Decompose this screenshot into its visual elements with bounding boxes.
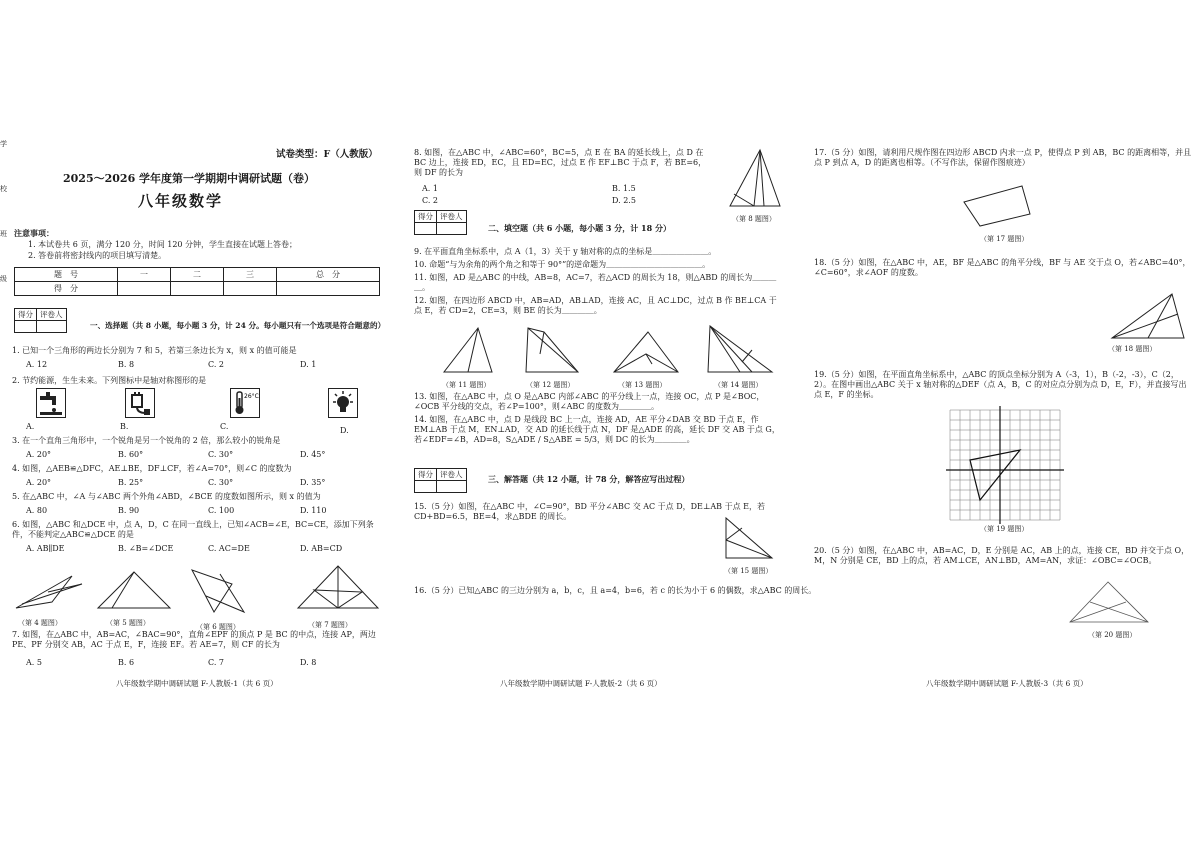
option: B. 8 — [118, 360, 135, 369]
question-6: 6. 如图，△ABC 和△DCE 中，点 A，D，C 在同一直线上，已知∠ACB=∠E，BC=CE，添加下列条件，不能判定△ABC≌△DCE 的是 — [12, 520, 374, 539]
faucet-icon — [36, 388, 66, 418]
notice-item: 2. 答卷前将密封线内的项目填写清楚。 — [28, 251, 167, 260]
score-header: 三 — [224, 268, 277, 282]
grader-cell[interactable] — [437, 481, 467, 493]
option: A. 20° — [26, 450, 52, 459]
question-12: 12. 如图，在四边形 ABCD 中，AB=AD，AB⊥AD，连接 AC，且 AC⊥DC，过点 B 作 BE⊥CA 于点 E，若 CD=2，CE=3，则 BE 的长为＿＿＿＿。 — [414, 296, 777, 315]
grader-box — [414, 468, 467, 493]
option: D. 1 — [300, 360, 317, 369]
option: C. 2 — [422, 196, 439, 205]
score-header: 总 分 — [277, 268, 380, 282]
option: B. 1.5 — [612, 184, 636, 193]
notice-item: 1. 本试卷共 6 页，满分 120 分，时间 120 分钟，学生直接在试题上答卷； — [28, 240, 298, 249]
score-table — [14, 267, 380, 296]
figure-q18 — [1108, 290, 1190, 348]
binding-mark: 校 — [0, 185, 7, 193]
binding-mark: 级 — [0, 275, 7, 283]
page-footer: 八年级数学期中调研试题 F-人教版-2（共 6 页） — [500, 679, 662, 688]
option: B. 60° — [118, 450, 144, 459]
figure-caption: （第 7 题图） — [308, 621, 352, 629]
lightbulb-icon — [328, 388, 358, 418]
figure-caption: （第 15 题图） — [724, 567, 773, 575]
option: B. 25° — [118, 478, 144, 487]
option: D. 2.5 — [612, 196, 636, 205]
option: B. 90 — [118, 506, 140, 515]
figure-q12 — [518, 324, 584, 378]
question-20: 20.（5 分）如图，在△ABC 中，AB=AC，D，E 分别是 AC，AB 上的点，连接 CE，BD 并交于点 O，M，N 分别是 CE，BD 上的点，若 AM⊥CE，AN⊥BD，AM=AN，求证：∠OBC=∠OCB。 — [814, 546, 1190, 565]
exam-page-1 — [8, 130, 388, 690]
option: C. 30° — [208, 478, 234, 487]
figure-caption: （第 19 题图） — [980, 525, 1029, 533]
option: A. 5 — [26, 658, 42, 667]
question-4: 4. 如图，△AEB≌△DFC，AE⊥BE，DF⊥CF，若∠A=70°，则∠C 的度数为 — [12, 464, 292, 473]
grader-label: 评卷人 — [437, 211, 467, 223]
figure-caption: （第 6 题图） — [196, 623, 240, 631]
figure-q13 — [608, 328, 682, 378]
option: A. — [26, 422, 35, 431]
section-heading: 三、解答题（共 12 小题，计 78 分，解答应写出过程） — [488, 474, 690, 484]
option: A. 1 — [422, 184, 438, 193]
figure-q17 — [958, 182, 1038, 232]
question-17: 17.（5 分）如图，请利用尺规作图在四边形 ABCD 内求一点 P，使得点 P 到 AB，BC 的距离相等，并且点 P 到点 A，D 的距离也相等。（不写作法，保留作图痕迹） — [814, 148, 1192, 167]
figure-q11 — [438, 324, 498, 378]
question-11: 11. 如图，AD 是△ABC 的中线，AB=8，AC=7，若△ACD 的周长为 18，则△ABD 的周长为＿＿＿＿。 — [414, 273, 777, 292]
option: D. — [340, 426, 349, 435]
section-heading: 二、填空题（共 6 小题，每小题 3 分，计 18 分） — [488, 223, 671, 233]
option: D. 35° — [300, 478, 326, 487]
figure-caption: （第 11 题图） — [442, 381, 491, 389]
grader-box — [14, 308, 67, 333]
page-footer: 八年级数学期中调研试题 F-人教版-1（共 6 页） — [116, 679, 278, 688]
score-header: 二 — [170, 268, 223, 282]
question-9: 9. 在平面直角坐标系中，点 A（1，3）关于 y 轴对称的点的坐标是＿＿＿＿＿＿＿。 — [414, 247, 717, 256]
figure-q15 — [718, 514, 778, 564]
grader-cell[interactable] — [437, 223, 467, 235]
thermometer-icon — [230, 388, 260, 418]
question-10: 10. 命题“与为余角的两个角之和等于 90°”的逆命题为＿＿＿＿＿＿＿＿＿＿＿＿。 — [414, 260, 711, 269]
exam-title: 2025～2026 学年度第一学期期中调研试题（卷） — [63, 172, 316, 185]
figure-q14 — [702, 322, 778, 378]
question-13: 13. 如图，在△ABC 中，点 O 是△ABC 内部∠ABC 的平分线上一点，连接 OC，点 P 是∠BOC，∠OCB 平分线的交点，若∠P=100°，则∠ABC 的度数为＿＿＿＿。 — [414, 392, 765, 411]
option: A. 12 — [26, 360, 48, 369]
question-5: 5. 在△ABC 中，∠A 与∠ABC 两个外角∠ABD，∠BCE 的度数如图所示，则 x 的值为 — [12, 492, 321, 501]
grader-cell[interactable] — [415, 481, 437, 493]
score-header: 一 — [117, 268, 170, 282]
notice-title: 注意事项： — [14, 228, 54, 238]
score-cell[interactable] — [277, 282, 380, 296]
figure-q8 — [724, 146, 786, 214]
option: C. 100 — [208, 506, 235, 515]
option: C. AC=DE — [208, 544, 250, 553]
figure-q20 — [1064, 578, 1154, 628]
score-row-label: 得 分 — [15, 282, 118, 296]
option: D. 110 — [300, 506, 327, 515]
question-18: 18.（5 分）如图，在△ABC 中，AE，BF 是△ABC 的角平分线，BF 与 AE 交于点 O，若∠ABC=40°，∠C=60°，求∠AOF 的度数。 — [814, 258, 1191, 277]
binding-mark: 学 — [0, 140, 7, 148]
grader-cell[interactable] — [37, 321, 67, 333]
grader-box — [414, 210, 467, 235]
figure-q6 — [184, 564, 254, 620]
figure-caption: （第 4 题图） — [18, 619, 62, 627]
grader-label: 得分 — [15, 309, 37, 321]
option: C. 30° — [208, 450, 234, 459]
question-3: 3. 在一个直角三角形中，一个锐角是另一个锐角的 2 倍，那么较小的锐角是 — [12, 436, 281, 445]
score-header: 题 号 — [15, 268, 118, 282]
grader-label: 得分 — [415, 211, 437, 223]
grader-label: 评卷人 — [37, 309, 67, 321]
grader-label: 评卷人 — [437, 469, 467, 481]
figure-caption: （第 14 题图） — [714, 381, 763, 389]
option: B. ∠B=∠DCE — [118, 544, 174, 553]
option: D. 45° — [300, 450, 326, 459]
score-cell[interactable] — [170, 282, 223, 296]
figure-caption: （第 20 题图） — [1088, 631, 1137, 639]
figure-caption: （第 8 题图） — [732, 215, 776, 223]
option: C. 7 — [208, 658, 225, 667]
figure-q4 — [12, 564, 88, 616]
figure-q7 — [292, 562, 382, 618]
score-cell[interactable] — [224, 282, 277, 296]
question-7: 7. 如图，在△ABC 中，AB=AC，∠BAC=90°，直角∠EPF 的顶点 P 是 BC 的中点，连接 AP，两边 PE、PF 分别交 AB，AC 于点 E，F，连接 EF。若 AE=7，则 CF 的长为 — [12, 630, 376, 649]
question-14: 14. 如图，在△ABC 中，点 D 是线段 BC 上一点，连接 AD，AE 平分∠DAB 交 BD 于点 E，作 EM⊥AB 于点 M，EN⊥AD，交 AD 的延长线于点 N，DF 是△ADE 的高，延长 DF 交 AB 于点 G，若∠EDF=∠B，AD=8，S△ADE / S△ABE = 5/3，则 DC 的长为＿＿＿＿。 — [414, 415, 780, 444]
coordinate-grid-q19 — [946, 406, 1064, 524]
score-cell[interactable] — [117, 282, 170, 296]
question-15: 15.（5 分）如图，在△ABC 中，∠C=90°，BD 平分∠ABC 交 AC 于点 D，DE⊥AB 于点 E，若 CD+BD=6.5，BE=4，求△BDE 的周长。 — [414, 502, 765, 521]
question-2: 2. 节约能源，生生未来。下列图标中是轴对称图形的是 — [12, 376, 207, 385]
option: B. 6 — [118, 658, 135, 667]
option: A. AB∥DE — [26, 544, 65, 553]
page-footer: 八年级数学期中调研试题 F-人教版-3（共 6 页） — [926, 679, 1088, 688]
question-19: 19.（5 分）如图，在平面直角坐标系中，△ABC 的顶点坐标分别为 A（-3，1），B（-2，-3），C（2，2）。在图中画出△ABC 关于 x 轴对称的△DEF（点 A，B，C 的对应点分别为点 D，E，F），并直接写出点 E，F 的坐标。 — [814, 370, 1187, 399]
grader-cell[interactable] — [415, 223, 437, 235]
svg-text:26°C: 26°C — [244, 393, 259, 400]
question-1: 1. 已知一个三角形的两边长分别为 7 和 5，若第三条边长为 x，则 x 的值可能是 — [12, 346, 297, 355]
exam-page-3 — [808, 130, 1196, 690]
option: D. AB=CD — [300, 544, 343, 553]
figure-caption: （第 18 题图） — [1108, 345, 1157, 353]
option: D. 8 — [300, 658, 317, 667]
option: C. 2 — [208, 360, 225, 369]
exam-type: 试卷类型：F（人教版） — [276, 149, 378, 160]
grader-cell[interactable] — [15, 321, 37, 333]
question-16: 16.（5 分）已知△ABC 的三边分别为 a，b，c，且 a=4，b=6，若 c 的长为小于 6 的偶数，求△ABC 的周长。 — [414, 586, 817, 595]
figure-caption: （第 12 题图） — [526, 381, 575, 389]
figure-caption: （第 5 题图） — [106, 619, 150, 627]
subject-title: 八年级数学 — [138, 192, 224, 210]
plug-icon — [125, 388, 155, 418]
exam-page-2 — [408, 130, 817, 690]
figure-caption: （第 13 题图） — [618, 381, 667, 389]
figure-q5 — [92, 564, 176, 616]
option: A. 80 — [26, 506, 48, 515]
figure-caption: （第 17 题图） — [980, 235, 1029, 243]
option: B. — [120, 422, 129, 431]
binding-mark: 班 — [0, 230, 7, 238]
option: C. — [220, 422, 229, 431]
option: A. 20° — [26, 478, 52, 487]
section-heading: 一、选择题（共 8 小题，每小题 3 分，计 24 分。每小题只有一个选项是符合题意的） — [90, 321, 386, 330]
grader-label: 得分 — [415, 469, 437, 481]
question-8: 8. 如图，在△ABC 中，∠ABC=60°，BC=5，点 E 在 BA 的延长线上，点 D 在 BC 边上，连接 ED，EC，且 ED=EC，过点 E 作 EF⊥BC 于点 F，若 BE=6，则 DF 的长为 — [414, 148, 707, 177]
